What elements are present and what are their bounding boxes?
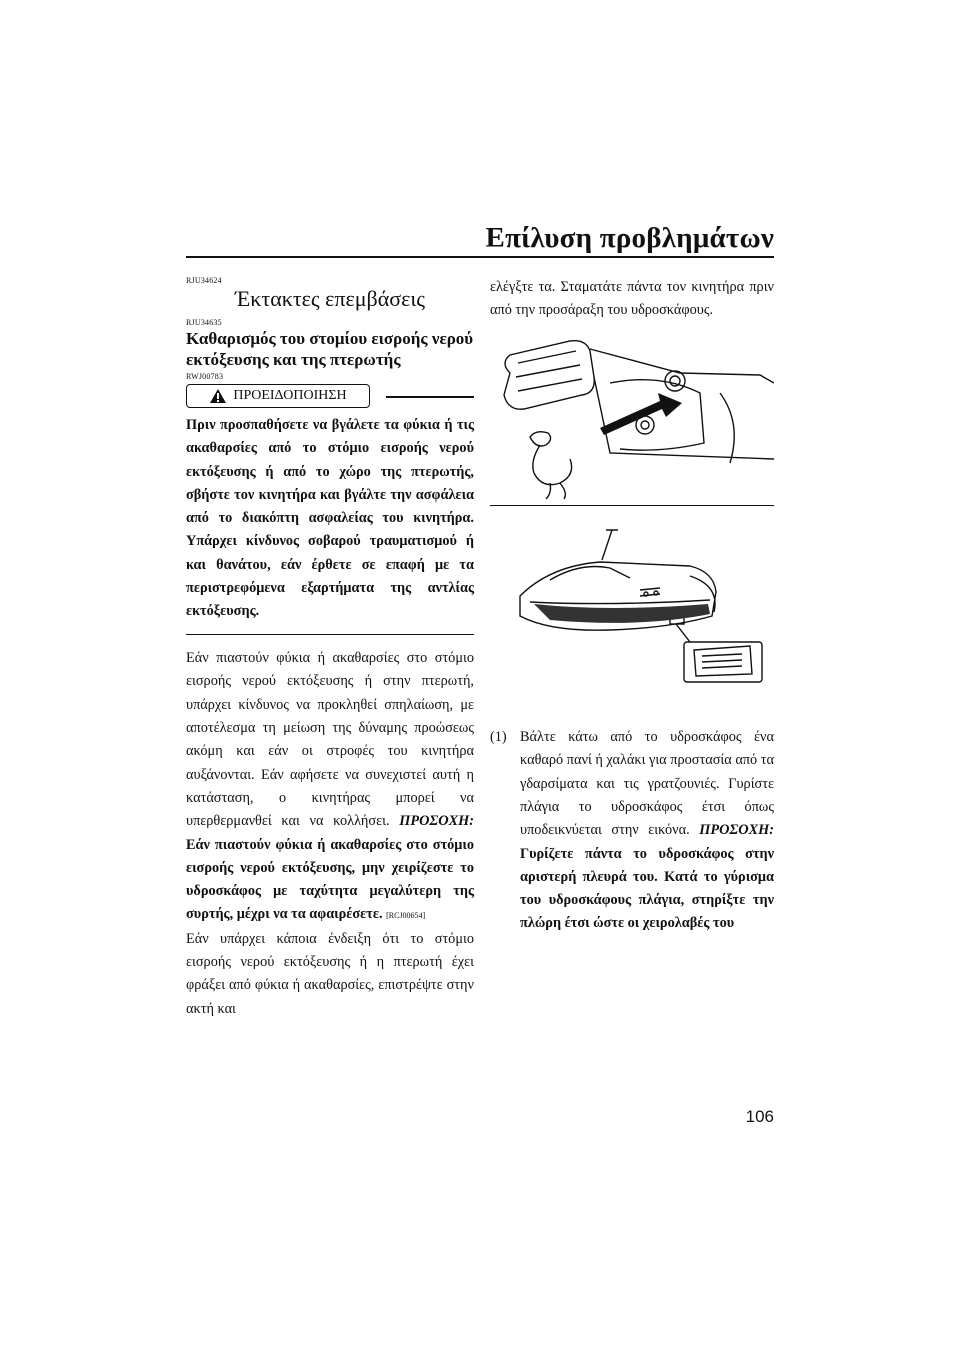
step-1-caution-text: Γυρίζετε πάντα το υδροσκάφος στην αριστερή πλευρά του. Κατά το γύρισμα του υδροσκάφους πλάγια, στηρίξτε την πλώρη έτσι ώστε οι χειρολαβές του [520,845,774,932]
caution-text: Εάν πιαστούν φύκια ή ακαθαρσίες στο στόμιο εισροής νερού εκτόξευσης, μην χειρίζεστε το υδροσκάφος με ταχύτητα μεγαλύτερη της συρτής, μέχρι να τα αφαιρέσετε. [186,836,474,923]
page-number: 106 [745,1107,774,1126]
continuation-paragraph: ελέγξτε τα. Σταματάτε πάντα τον κινητήρα πριν από την προσάραξη του υδροσκάφους. [490,279,774,319]
caution-code: [RCJ00654] [386,911,426,921]
warning-rule [386,396,474,398]
header-rule [186,256,774,258]
step-1-caution-label: ΠΡΟΣΟΧΗ: [699,822,774,839]
watercraft-side-illustration [490,516,774,686]
section-code: RJU34624 [186,276,222,285]
cavitation-text: Εάν πιαστούν φύκια ή ακαθαρσίες στο στόμιο εισροής νερού εκτόξευσης ή στην πτερωτή, υπάρχει κίνδυνος να προκληθεί σπηλαίωση, με αποτέλεσμα τη μείωση της δύναμης προώσεως ακόμη και εάν οι στροφές του κινητήρα αυξάνονται. Εάν αφήσετε να συνεχιστεί αυτή η κατάσταση, ο κινητήρας μπορεί να υπερθερμανθεί και να κολλήσει. [186,650,474,830]
page-header-title: Επίλυση προβλημάτων [485,222,774,254]
intro-paragraph [186,647,474,928]
subsection-title: Καθαρισμός του στομίου εισροής νερού εκτόξευσης και της πτερωτής [186,329,474,369]
warning-code: RWJ00783 [186,372,224,381]
return-to-shore-paragraph: Εάν υπάρχει κάποια ένδειξη ότι το στόμιο εισροής νερού εκτόξευσης ή η πτερωτή έχει φράξει από φύκια ή ακαθαρσίες, επιστρέψτε στην ακτή και [186,930,474,1017]
left-column [186,276,474,1021]
figure-divider [490,505,774,507]
warning-badge [186,384,370,408]
step-1 [490,726,774,936]
warning-text: Πριν προσπαθήσετε να βγάλετε τα φύκια ή τις ακαθαρσίες από το στόμιο εισροής νερού εκτόξευσης ή από το χώρο της πτερωτής, σβήστε τον κινητήρα και βγάλτε την ασφάλεια από το διακόπτη ασφαλείας του κινητήρα. Υπάρχει κίνδυνος σοβαρού τραυματισμού ή και θανάτου, εάν έρθετε σε επαφή με τα περιστρεφόμενα εξαρτήματα της αντλίας εκτόξευσης. [186,417,474,620]
step-1-text: Βάλτε κάτω από το υδροσκάφος ένα καθαρό πανί ή χαλάκι για προστασία από τα γδαρσίματα και τις γρατζουνιές. Γυρίστε πλάγια το υδροσκάφος έτσι όπως υποδεικνύεται στην εικόνα. [520,729,774,839]
right-column [490,276,774,936]
warning-header [186,384,474,408]
caution-label: ΠΡΟΣΟΧΗ: [399,813,475,830]
warning-label: ΠΡΟΕΙΔΟΠΟΙΗΣΗ [233,388,347,403]
step-1-number: (1) [490,729,507,746]
subsection-code: RJU34635 [186,318,222,327]
warning-end-rule [186,634,474,636]
warning-triangle-icon [209,388,227,404]
lanyard-removal-illustration [490,333,774,501]
section-title: Έκτακτες επεμβάσεις [235,286,425,311]
